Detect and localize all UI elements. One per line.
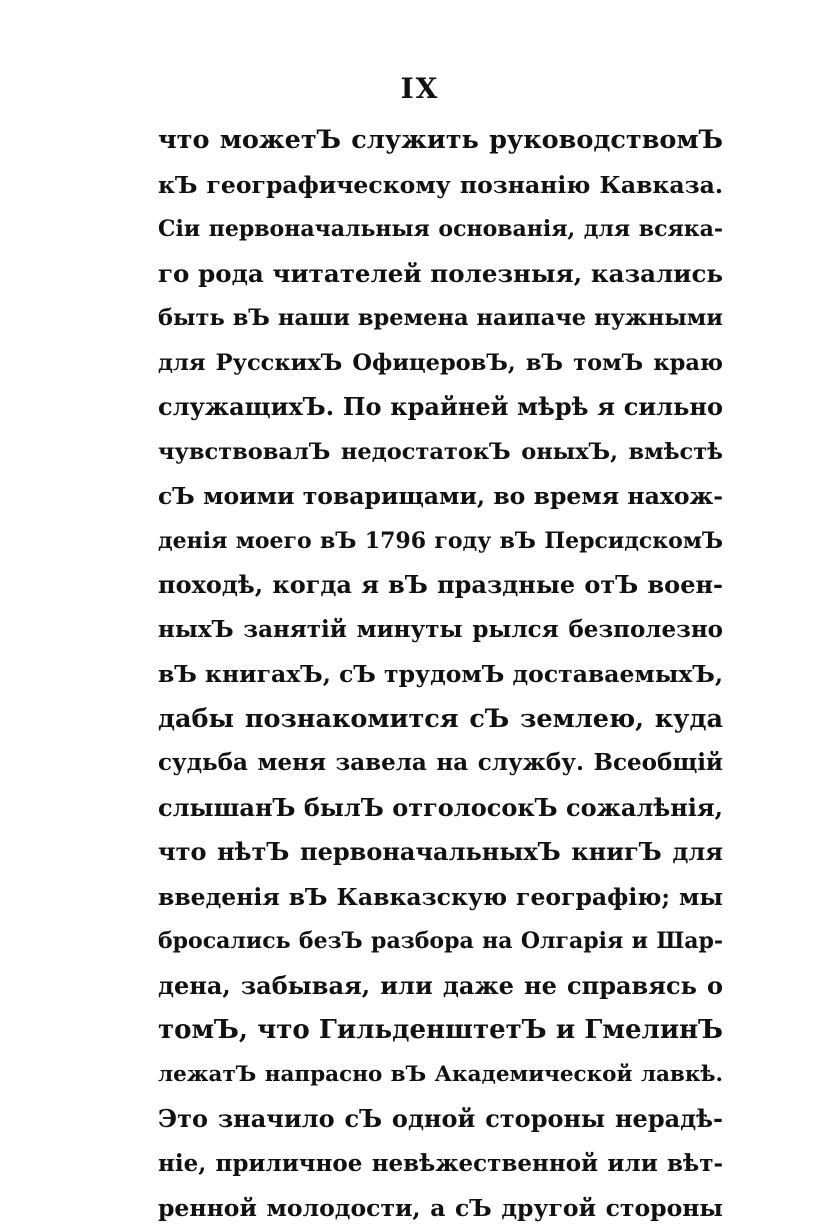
text-line: лежатЪ напрасно вЪ Академической лавкѣ.	[158, 1061, 723, 1087]
page-number: IX	[400, 72, 440, 105]
text-line: походѣ, когда я вЪ праздные отЪ воен-	[158, 570, 723, 599]
text-line: Сіи первоначальныя основанія, для всяка-	[158, 216, 723, 242]
text-line: Это значило сЪ одной стороны нерадѣ-	[158, 1104, 723, 1133]
text-line: го рода читателей полезныя, казались	[158, 258, 723, 288]
text-line: кЪ географическому познанію Кавказа.	[158, 170, 723, 199]
text-line: томЪ, что ГильденштетЪ и ГмелинЪ	[158, 1015, 723, 1045]
text-line: дабы познакомится сЪ землею, куда	[158, 703, 723, 734]
text-line: судьба меня завела на службу. Всеобщій	[158, 749, 723, 776]
text-line: слышанЪ былЪ отголосокЪ сожалѣнія,	[158, 792, 723, 822]
text-line: служащихЪ. По крайней мѣрѣ я сильно	[158, 392, 723, 421]
text-line: бросались безЪ разбора на Олгарія и Шар-	[158, 928, 723, 954]
text-line: что можетЪ служить руководствомЪ	[158, 125, 723, 155]
text-line: введенія вЪ Кавказскую географію; мы	[158, 882, 723, 911]
text-line: ныхЪ занятій минуты рылся безполезно	[158, 615, 723, 643]
body-text	[158, 118, 723, 1231]
text-line: что нѣтЪ первоначальныхЪ книгЪ для	[158, 837, 723, 866]
text-line: дена, забывая, или даже не справясь о	[158, 970, 723, 1000]
text-line: денія моего вЪ 1796 году вЪ ПерсидскомЪ	[158, 527, 723, 554]
text-line: для РусскихЪ ОфицеровЪ, вЪ томЪ краю	[158, 349, 723, 376]
text-line: ніе, приличное невѣжественной или вѣт-	[158, 1149, 723, 1177]
text-line: быть вЪ наши времена наипаче нужными	[158, 305, 723, 331]
text-line: сЪ моими товарищами, во время нахож-	[158, 482, 723, 510]
text-line: вЪ книгахЪ, сЪ трудомЪ доставаемыхЪ,	[158, 660, 723, 688]
text-line: чувствовалЪ недостатокЪ оныхЪ, вмѣстѣ	[158, 438, 723, 465]
text-line: ренной молодости, а сЪ другой стороны	[158, 1194, 723, 1222]
